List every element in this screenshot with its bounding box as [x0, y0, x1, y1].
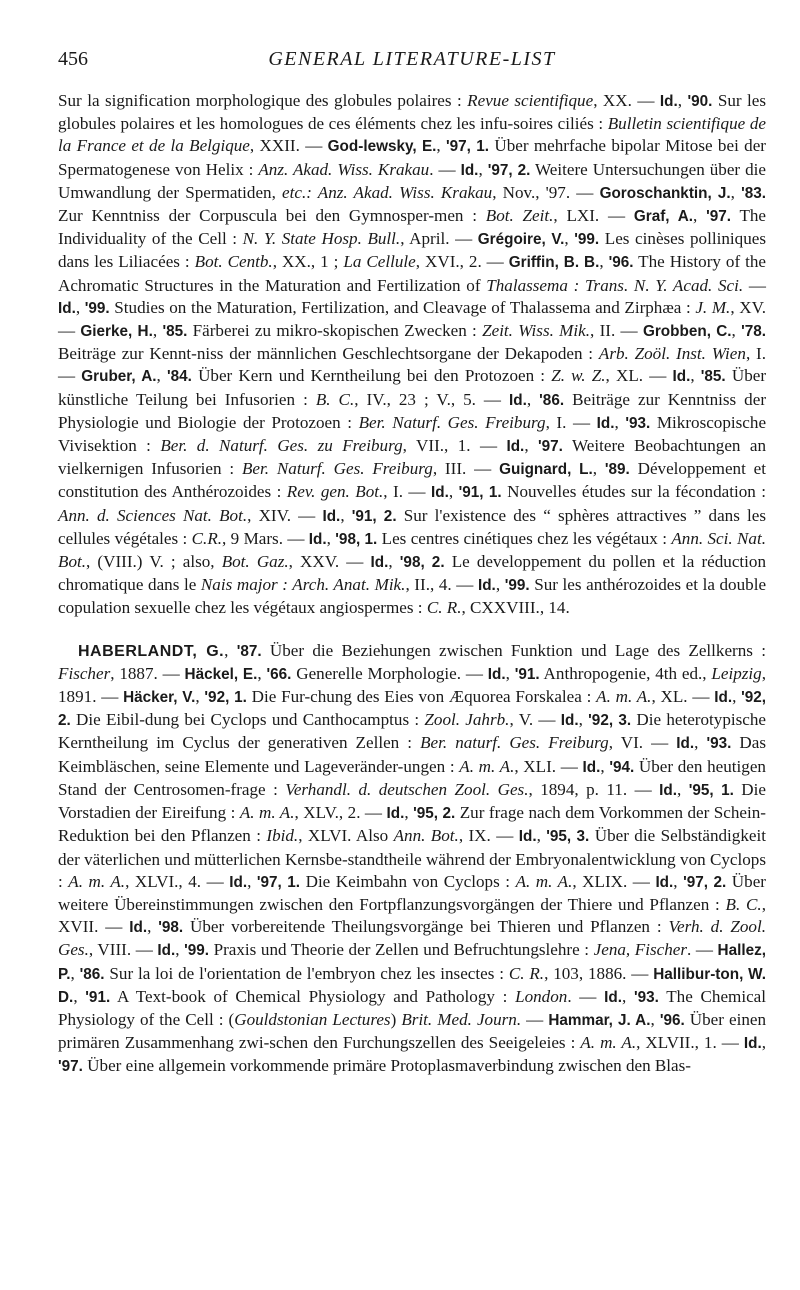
text-run: , XVI., 2. —	[415, 252, 509, 272]
italic-citation: Jena, Fischer	[593, 940, 687, 960]
text-run: Färberei zu mikro-skopischen Zwecken :	[187, 321, 483, 341]
text-run: Generelle Morphologie. —	[291, 663, 488, 683]
text-run: , I. —	[383, 482, 431, 502]
text-run: Über künstliche Teilung bei Infusorien :	[58, 366, 767, 409]
text-run: ,	[73, 986, 86, 1006]
italic-citation: Z. w. Z.	[551, 366, 606, 386]
text-run: ,	[404, 803, 414, 823]
bold-author-or-year: Griffin, B. B.	[508, 254, 600, 272]
text-run: Zur Kenntniss der Corpuscula bei den Gymnosper-men :	[58, 206, 486, 226]
bold-author-or-year: Graf, A.	[633, 208, 694, 226]
text-run: )	[390, 1009, 402, 1029]
italic-citation: A. m. A.	[596, 687, 652, 707]
italic-citation: Leipzig	[711, 663, 762, 683]
text-run: , Nov., '97. —	[492, 182, 600, 202]
italic-citation: Nais major : Arch. Anat. Mik.	[200, 575, 406, 595]
book-page	[58, 0, 767, 1076]
italic-citation: Ber. d. Naturf. Ges. zu Freiburg	[160, 436, 403, 456]
text-run: , XL. —	[651, 687, 715, 707]
text-run: Die Eibil-dung bei Cyclops und Canthocamptus :	[70, 710, 425, 730]
bold-author-or-year: Id.	[460, 161, 479, 179]
text-run: , II. —	[590, 321, 643, 341]
bold-author-or-year: '91.	[514, 665, 540, 683]
bold-author-or-year: '99.	[504, 577, 530, 595]
italic-citation: Ber. naturf. Ges. Freiburg	[420, 733, 609, 753]
bold-author-or-year: Id.	[386, 805, 405, 823]
bibliography-text	[58, 90, 766, 1079]
text-run: Sur les globules polaires et les homologues de ces éléments chez les infu-soires ciliés :	[58, 91, 767, 134]
bold-author-or-year: '84.	[167, 368, 192, 386]
bold-author-or-year: '96.	[659, 1011, 685, 1029]
text-run: Zur frage nach dem Vorkommen der Schein-Reduktion bei den Pflanzen :	[58, 803, 766, 846]
text-run: Les cinèses polliniques dans les Liliacées :	[58, 229, 766, 272]
text-run: , XVII. —	[58, 894, 766, 937]
text-run: ,	[564, 229, 575, 249]
text-run: Studies on the Maturation, Fertilization, and Cleavage of Thalassema and Zirphæa :	[109, 297, 696, 317]
bold-author-or-year: Id.	[157, 942, 176, 960]
text-run: , I. —	[58, 344, 767, 386]
bibliography-paragraph-h	[58, 640, 766, 1079]
bold-author-or-year: Id.	[659, 93, 678, 110]
text-run: Le developpement du pollen et la réduction chromatique dans le	[58, 552, 766, 595]
text-run: , IX. —	[458, 826, 519, 846]
text-run: Über weitere Übereinstimmungen zwischen den Fortpflanzungsvorgängen der Thiere und Pflanzen :	[58, 871, 766, 914]
text-run: A Text-book of Chemical Physiology and Pathology :	[110, 986, 516, 1006]
running-title: GENERAL LITERATURE-LIST	[268, 48, 556, 70]
text-run: , XXV. —	[288, 552, 371, 572]
text-run: , VII., 1. —	[402, 436, 507, 456]
bold-author-or-year: '86.	[79, 965, 105, 983]
text-run: ,	[732, 687, 742, 707]
text-run: The Chemical Physiology of the Cell : (	[58, 986, 767, 1029]
italic-citation: C. R.	[508, 963, 545, 983]
bold-author-or-year: Id.	[655, 873, 674, 891]
text-run: ,	[75, 297, 85, 317]
text-run: , XL. —	[605, 366, 673, 386]
bold-author-or-year: Gierke, H.	[80, 323, 153, 341]
italic-citation: Brit. Med. Journ.	[401, 1009, 522, 1029]
bold-author-or-year: '78.	[741, 323, 766, 341]
text-run: Über die Selbständigkeit der väterlichen und mütterlichen Kernsbe-standtheile während der Embryonalentwicklung von Cyclops :	[58, 826, 766, 891]
italic-citation: A. m. A.	[580, 1033, 637, 1053]
text-run: , XXII. —	[249, 136, 328, 156]
italic-citation: La Cellule	[343, 252, 416, 272]
bold-author-or-year: '97.	[706, 208, 731, 226]
text-run: ,	[599, 252, 609, 272]
italic-citation: B. C.	[725, 894, 762, 914]
bold-author-or-year: Grobben, C.	[642, 323, 732, 341]
text-run: , XLIX. —	[572, 871, 656, 891]
bold-author-or-year: '90.	[687, 93, 713, 110]
bold-heading-author: HABERLANDT, G.	[78, 642, 225, 660]
italic-citation: Verhandl. d. deutschen Zool. Ges.	[285, 779, 529, 799]
text-run: ,	[195, 687, 205, 707]
text-run: ,	[536, 826, 547, 846]
bibliography-paragraph-g	[58, 90, 766, 620]
italic-citation: Bot. Gaz.	[221, 552, 289, 572]
bold-author-or-year: '97, 1.	[446, 138, 490, 156]
bold-author-or-year: '97.	[538, 438, 563, 456]
bold-author-or-year: '93.	[706, 735, 732, 753]
text-run: , XX., 1 ;	[272, 252, 344, 272]
text-run: ,	[673, 871, 684, 891]
italic-citation: Ann. Bot.	[393, 826, 459, 846]
bold-author-or-year: Id.	[430, 484, 449, 502]
text-run: Weitere Beobachtungen an vielkernigen Infusorien :	[58, 436, 766, 479]
text-run: ,	[694, 733, 707, 753]
text-run: The History of the Achromatic Structures in the Maturation and Fertilization of	[58, 252, 767, 295]
text-run: Die Keimbahn von Cyclops :	[300, 871, 516, 891]
text-run: , 1891. —	[58, 663, 767, 707]
text-run: ,	[326, 528, 336, 548]
italic-citation: Anz. Akad. Wiss. Krakau	[258, 159, 430, 179]
text-run: ,	[526, 389, 540, 409]
text-run: . —	[567, 986, 605, 1006]
bold-author-or-year: Hallez, P.	[58, 942, 766, 983]
bold-author-or-year: Id.	[322, 507, 341, 525]
italic-citation: C. R.	[426, 598, 462, 618]
bold-author-or-year: '97.	[58, 1058, 83, 1076]
text-run: Über Kern und Kerntheilung bei den Protozoen :	[191, 366, 552, 386]
italic-citation: Zeit. Wiss. Mik.	[482, 321, 591, 341]
text-run: ,	[388, 552, 400, 572]
bold-author-or-year: Id.	[743, 1035, 762, 1053]
text-run: , XLV., 2. —	[294, 803, 387, 823]
italic-citation: Arb. Zoöl. Inst. Wien	[598, 344, 746, 364]
text-run: ,	[600, 756, 610, 776]
text-run: ,	[677, 779, 689, 799]
italic-citation: Ber. Naturf. Ges. Freiburg	[241, 459, 433, 479]
italic-citation: J. M.	[695, 297, 731, 317]
bold-author-or-year: '94.	[609, 758, 635, 776]
italic-citation: etc.: Anz. Akad. Wiss. Krakau	[282, 182, 493, 202]
text-run: Sur la loi de l'orientation de l'embryon chez les insectes :	[104, 963, 509, 983]
text-run: ,	[524, 436, 538, 456]
bold-author-or-year: Häckel, E.	[184, 665, 258, 683]
italic-citation: Revue scientifique	[467, 91, 594, 110]
text-run: ,	[448, 482, 459, 502]
italic-citation: A. m. A.	[239, 803, 295, 823]
text-run: Über einen primären Zusammenhang zwi-schen den Furchungszellen des Seeigeleies :	[58, 1009, 767, 1053]
bold-author-or-year: '99.	[574, 231, 600, 249]
text-run: —	[521, 1009, 549, 1029]
italic-citation: Fischer	[58, 663, 111, 683]
text-run: , 103, 1886. —	[544, 963, 654, 983]
text-run: ,	[730, 182, 742, 202]
text-run: ,	[478, 159, 488, 179]
text-run: ,	[650, 1009, 660, 1029]
bold-author-or-year: Id.	[560, 712, 579, 730]
text-run: , CXXVIII., 14.	[461, 598, 570, 618]
text-run: Beiträge zur Kennt-niss der männlichen Geschlechtsorgane der Dekapoden :	[58, 344, 599, 364]
bold-author-or-year: '89.	[604, 461, 630, 479]
text-run: , II., 4. —	[405, 575, 478, 595]
text-run: Die Vorstadien der Eireifung :	[58, 779, 766, 823]
italic-citation: Ber. Naturf. Ges. Freiburg	[358, 412, 546, 432]
text-run: ,	[731, 321, 742, 341]
italic-citation: Thalassema : Trans. N. Y. Acad. Sci.	[486, 275, 744, 295]
text-run: ,	[340, 505, 352, 525]
bold-author-or-year: Id.	[604, 988, 622, 1006]
bold-author-or-year: Grégoire, V.	[477, 231, 565, 249]
text-run: , XLI. —	[514, 756, 583, 776]
bold-author-or-year: Id.	[506, 438, 525, 456]
text-run: ,	[505, 663, 515, 683]
italic-citation: Gouldstonian Lectures	[234, 1009, 391, 1029]
text-run: , XLVI., 4. —	[125, 871, 230, 891]
bold-author-or-year: '87.	[236, 642, 262, 660]
bold-author-or-year: '99.	[84, 299, 110, 317]
bold-author-or-year: '86.	[539, 391, 565, 409]
text-run: Praxis und Theorie der Zellen und Befruchtungslehre :	[209, 940, 594, 960]
bold-author-or-year: '98.	[158, 919, 184, 937]
text-run: ,	[175, 940, 185, 960]
text-run: ,	[495, 575, 505, 595]
page-number: 456	[58, 48, 88, 70]
bold-author-or-year: '96.	[608, 254, 634, 272]
bold-author-or-year: Goroschanktin, J.	[599, 184, 731, 202]
text-run: , LXI. —	[553, 206, 634, 226]
bold-author-or-year: '85.	[162, 323, 188, 341]
text-run: , April. —	[400, 229, 478, 249]
text-run: , IV., 23 ; V., 5. —	[354, 389, 510, 409]
bold-author-or-year: Id.	[229, 873, 248, 891]
bold-author-or-year: Id.	[509, 391, 527, 409]
text-run: Anthropogenie, 4th ed.,	[539, 663, 712, 683]
text-run: . —	[429, 159, 461, 179]
bold-author-or-year: Id.	[518, 828, 537, 846]
bold-author-or-year: Id.	[370, 554, 389, 572]
text-run: ,	[693, 206, 707, 226]
bold-author-or-year: Hammar, J. A.	[548, 1011, 651, 1029]
text-run: , V. —	[509, 710, 561, 730]
text-run: Nouvelles études sur la fécondation :	[501, 482, 766, 502]
text-run: Sur l'existence des “ sphères attractives ” dans les cellules végétales :	[58, 505, 767, 548]
text-run: Weitere Untersuchungen über die Umwandlung der Spermatiden,	[58, 159, 766, 202]
bold-author-or-year: Id.	[308, 530, 327, 548]
bold-author-or-year: Id.	[676, 735, 695, 753]
text-run: ,	[70, 963, 80, 983]
bold-author-or-year: '95, 3.	[546, 828, 590, 846]
text-run: Die heterotypische Kerntheilung im Cyclus der generativen Zellen :	[58, 710, 766, 753]
italic-citation: Bot. Centb.	[194, 252, 273, 272]
text-run: Über vorbereitende Theilungsvorgänge bei Thieren und Pflanzen :	[183, 917, 669, 937]
bold-author-or-year: Id.	[582, 758, 601, 776]
text-run: Über eine allgemein vorkommende primäre Protoplasmaverbindung zwischen den Blas-	[82, 1056, 691, 1076]
italic-citation: N. Y. State Hosp. Bull.	[242, 229, 401, 249]
text-run: , XLVII., 1. —	[636, 1033, 744, 1053]
bold-author-or-year: '92, 2.	[58, 689, 767, 730]
italic-citation: Ann. Sci. Nat. Bot.	[58, 528, 766, 572]
bold-author-or-year: '93.	[625, 414, 651, 432]
italic-citation: A. m. A.	[459, 756, 515, 776]
bold-author-or-year: '95, 1.	[688, 781, 734, 799]
text-run: ,	[592, 459, 605, 479]
text-run: ,	[152, 321, 163, 341]
text-run: ,	[156, 366, 167, 386]
bold-author-or-year: Id.	[659, 781, 677, 799]
text-run: Das Keimbläschen, seine Elemente und Lageveränder-ungen :	[58, 733, 767, 776]
text-run: , (VIII.) V. ; also,	[86, 552, 222, 572]
italic-citation: Rev. gen. Bot.	[286, 482, 384, 502]
bold-author-or-year: '95, 2.	[413, 805, 456, 823]
italic-citation: Ibid.	[266, 826, 299, 846]
bold-author-or-year: Gruber, A.	[81, 368, 157, 386]
bold-author-or-year: '91, 1.	[458, 484, 502, 502]
text-run: Sur la signification morphologique des globules polaires :	[58, 91, 468, 110]
bold-author-or-year: '99.	[184, 942, 209, 960]
italic-citation: London	[515, 986, 568, 1006]
bold-author-or-year: '97, 2.	[683, 873, 727, 891]
bold-author-or-year: Id.	[714, 689, 733, 707]
italic-citation: Verh. d. Zool. Ges.	[58, 917, 766, 960]
text-run: ,	[257, 663, 267, 683]
bold-author-or-year: '97, 2.	[487, 161, 531, 179]
italic-citation: Zool. Jahrb.	[424, 710, 510, 730]
text-run: Die Fur-chung des Eies von Æquorea Forskalea :	[246, 687, 597, 707]
text-run: ,	[578, 710, 589, 730]
bold-author-or-year: Häcker, V.	[123, 689, 196, 707]
text-run: ,	[690, 366, 701, 386]
bold-author-or-year: Id.	[487, 665, 506, 683]
text-run: —	[743, 275, 766, 295]
text-run: , 1894, p. 11. —	[528, 779, 660, 799]
bold-author-or-year: '85.	[700, 368, 726, 386]
text-run: ,	[761, 1033, 766, 1053]
text-run: ,	[147, 917, 159, 937]
bold-author-or-year: Guignard, L.	[499, 461, 593, 479]
italic-citation: B. C.	[315, 389, 355, 409]
text-run: , 1887. —	[110, 663, 185, 683]
text-run: Développement et constitution des Anthérozoides :	[58, 459, 767, 502]
bold-author-or-year: Hallibur-ton, W. D.	[58, 965, 766, 1006]
text-run: , III. —	[432, 459, 500, 479]
text-run: , 9 Mars. —	[222, 528, 309, 548]
text-run: ,	[247, 871, 257, 891]
text-run: ,	[614, 412, 626, 432]
text-run: Über den heutigen Stand der Centrosomen-frage :	[58, 756, 766, 799]
italic-citation: Bot. Zeit.	[485, 206, 554, 226]
text-run: ,	[436, 136, 447, 156]
text-run: ,	[621, 986, 634, 1006]
text-run: , XX. —	[593, 91, 660, 110]
bold-author-or-year: God-lewsky, E.	[327, 138, 437, 156]
bold-author-or-year: '92, 3.	[588, 712, 632, 730]
bold-author-or-year: '98, 1.	[335, 530, 378, 548]
text-run: , VI. —	[608, 733, 677, 753]
italic-citation: Bulletin scientifique de la France et de la Belgique	[58, 114, 766, 156]
bold-author-or-year: '83.	[741, 184, 766, 202]
text-run: Über mehrfache bipolar Mitose bei der Spermatogenese von Helix :	[58, 136, 766, 179]
italic-citation: Ann. d. Sciences Nat. Bot.	[58, 505, 248, 525]
bold-author-or-year: '66.	[266, 665, 292, 683]
italic-citation: C.R.	[191, 528, 223, 548]
bold-author-or-year: '93.	[633, 988, 659, 1006]
text-run: , I. —	[545, 412, 597, 432]
bold-author-or-year: Id.	[129, 919, 148, 937]
italic-citation: A. m. A.	[68, 871, 126, 891]
text-run: The Individuality of the Cell :	[58, 206, 767, 249]
bold-author-or-year: '91.	[85, 988, 111, 1006]
bold-author-or-year: '91, 2.	[351, 507, 397, 525]
text-run: ,	[224, 640, 237, 660]
page-header	[58, 0, 766, 70]
text-run: Les centres cinétiques chez les végétaux :	[377, 528, 672, 548]
text-run: Mikroscopische Vivisektion :	[58, 412, 767, 456]
text-run: ,	[677, 91, 688, 110]
bold-author-or-year: Id.	[672, 368, 691, 386]
text-run: Beiträge zur Kenntniss der Physiologie und Biologie der Protozoen :	[58, 389, 767, 432]
text-run: Über die Beziehungen zwischen Funktion und Lage des Zellkerns :	[261, 640, 766, 660]
text-run: , VIII. —	[88, 940, 158, 960]
bold-author-or-year: '98, 2.	[399, 554, 445, 572]
bold-author-or-year: '97, 1.	[256, 873, 301, 891]
text-run: . —	[686, 940, 718, 960]
bold-author-or-year: Id.	[477, 577, 496, 595]
bold-author-or-year: '92, 1.	[204, 689, 247, 707]
text-run: , XIV. —	[247, 505, 323, 525]
text-run: , XLVI. Also	[298, 826, 394, 846]
italic-citation: A. m. A.	[515, 871, 573, 891]
bold-author-or-year: Id.	[596, 414, 615, 432]
bold-author-or-year: Id.	[58, 299, 76, 317]
text-run: , XV. —	[58, 297, 766, 341]
text-run: Sur les anthérozoides et la double copulation sexuelle chez les végétaux angiospermes :	[58, 575, 767, 618]
